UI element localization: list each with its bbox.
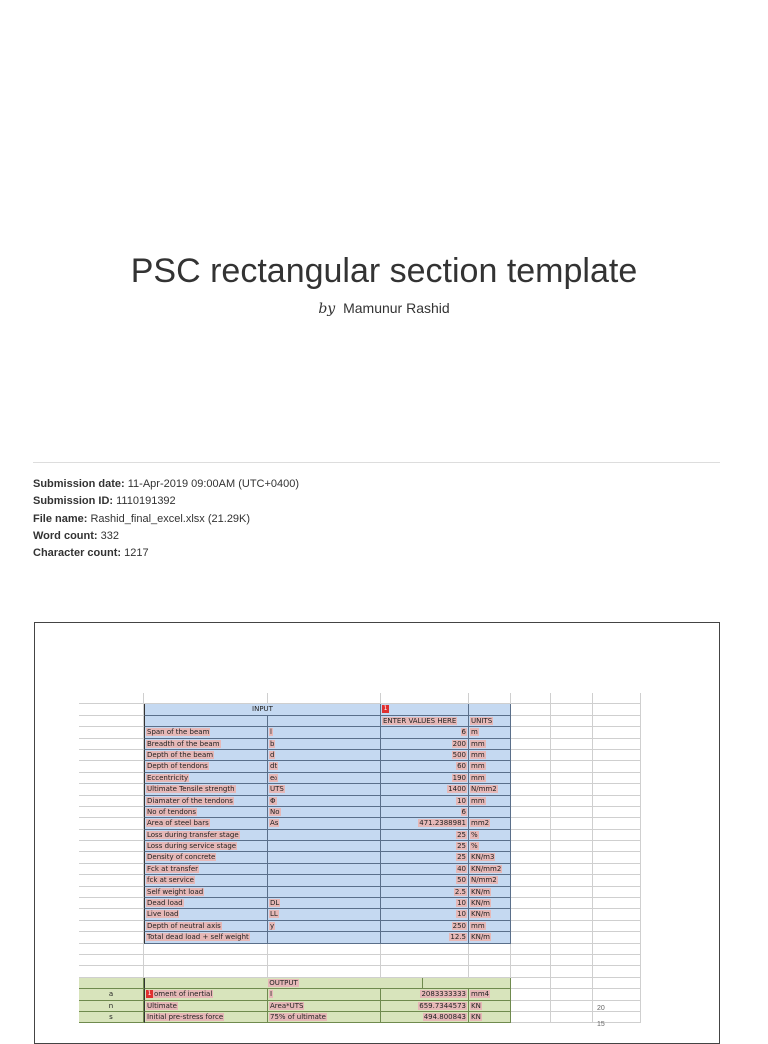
chart-axis-label: 15 bbox=[597, 1021, 605, 1028]
input-name: Diamater of the tendons bbox=[144, 796, 268, 807]
output-header: OUTPUT bbox=[144, 978, 423, 989]
input-unit: mm bbox=[469, 773, 511, 784]
output-row bbox=[79, 1001, 641, 1012]
input-name: Self weight load bbox=[144, 887, 268, 898]
side-letter: n bbox=[79, 1001, 144, 1012]
input-name: Ultimate Tensile strength bbox=[144, 784, 268, 795]
by-label: by bbox=[318, 301, 336, 317]
input-value: 50 bbox=[381, 875, 469, 886]
input-symbol: y bbox=[268, 921, 381, 932]
input-row bbox=[79, 898, 641, 909]
output-unit: KN bbox=[469, 1001, 511, 1012]
input-name: fck at service bbox=[144, 875, 268, 886]
input-symbol bbox=[268, 830, 381, 841]
input-unit: N/mm2 bbox=[469, 875, 511, 886]
output-name: Ultimate bbox=[144, 1001, 268, 1012]
input-value: 25 bbox=[381, 841, 469, 852]
side-letter: a bbox=[79, 989, 144, 1000]
input-unit: mm bbox=[469, 750, 511, 761]
input-row bbox=[79, 784, 641, 795]
submission-meta bbox=[33, 476, 299, 562]
input-value: 25 bbox=[381, 852, 469, 863]
input-row bbox=[79, 773, 641, 784]
input-symbol: LL bbox=[268, 909, 381, 920]
input-row bbox=[79, 909, 641, 920]
input-unit: mm bbox=[469, 796, 511, 807]
input-unit: KN/mm2 bbox=[469, 864, 511, 875]
input-name: Fck at transfer bbox=[144, 864, 268, 875]
input-unit: mm bbox=[469, 761, 511, 772]
output-symbol: Area*UTS bbox=[268, 1001, 381, 1012]
input-symbol: d bbox=[268, 750, 381, 761]
input-row bbox=[79, 887, 641, 898]
input-value: 200 bbox=[381, 739, 469, 750]
output-symbol: 75% of ultimate bbox=[268, 1012, 381, 1023]
input-row bbox=[79, 761, 641, 772]
input-row bbox=[79, 796, 641, 807]
input-symbol: dt bbox=[268, 761, 381, 772]
input-unit: KN/m bbox=[469, 909, 511, 920]
grid-row bbox=[79, 693, 641, 704]
input-name: Live load bbox=[144, 909, 268, 920]
input-row bbox=[79, 727, 641, 738]
output-value: 659.7344573 bbox=[381, 1001, 469, 1012]
input-unit: KN/m bbox=[469, 887, 511, 898]
output-value: 2083333333 bbox=[381, 989, 469, 1000]
meta-word-count: Word count: 332 bbox=[33, 529, 119, 542]
input-rows bbox=[79, 727, 641, 943]
input-row bbox=[79, 807, 641, 818]
input-unit: % bbox=[469, 841, 511, 852]
input-value: 250 bbox=[381, 921, 469, 932]
meta-submission-date: Submission date: 11-Apr-2019 09:00AM (UTC+0400) bbox=[33, 478, 300, 490]
input-symbol: b bbox=[268, 739, 381, 750]
input-unit: KN/m3 bbox=[469, 852, 511, 863]
input-unit: mm2 bbox=[469, 818, 511, 829]
flag-cell bbox=[381, 704, 469, 715]
input-symbol bbox=[268, 864, 381, 875]
input-name: Eccentricity bbox=[144, 773, 268, 784]
input-row bbox=[79, 932, 641, 943]
chart-axis-label: 20 bbox=[597, 1005, 605, 1012]
output-name: Initial pre-stress force bbox=[144, 1012, 268, 1023]
input-symbol: e₀ bbox=[268, 773, 381, 784]
input-symbol: DL bbox=[268, 898, 381, 909]
input-name: Loss during service stage bbox=[144, 841, 268, 852]
input-name: Density of concrete bbox=[144, 852, 268, 863]
input-row bbox=[79, 875, 641, 886]
input-unit: % bbox=[469, 830, 511, 841]
input-row bbox=[79, 921, 641, 932]
meta-submission-id: Submission ID: 1110191392 bbox=[33, 495, 176, 508]
input-value: 60 bbox=[381, 761, 469, 772]
divider bbox=[33, 462, 720, 463]
input-name: Breadth of the beam bbox=[144, 739, 268, 750]
input-value: 471.2388981 bbox=[381, 818, 469, 829]
output-unit: KN bbox=[469, 1012, 511, 1023]
input-name: Area of steel bars bbox=[144, 818, 268, 829]
spreadsheet-grid bbox=[79, 693, 641, 1023]
input-value: 190 bbox=[381, 773, 469, 784]
input-value: 10 bbox=[381, 898, 469, 909]
input-subheader-row bbox=[79, 716, 641, 727]
input-row bbox=[79, 750, 641, 761]
units-header: UNITS bbox=[471, 716, 493, 725]
input-unit: mm bbox=[469, 921, 511, 932]
meta-character-count: Character count: 1217 bbox=[33, 547, 149, 560]
input-unit: KN/m bbox=[469, 898, 511, 909]
enter-values-label: ENTER VALUES HERE bbox=[383, 716, 457, 725]
input-name: Dead load bbox=[144, 898, 268, 909]
input-header-row bbox=[79, 704, 641, 715]
input-name: Depth of tendons bbox=[144, 761, 268, 772]
input-name: Loss during transfer stage bbox=[144, 830, 268, 841]
input-row bbox=[79, 818, 641, 829]
input-symbol: Φ bbox=[268, 796, 381, 807]
input-name: Total dead load + self weight bbox=[144, 932, 268, 943]
output-unit: mm4 bbox=[469, 989, 511, 1000]
output-rows bbox=[79, 989, 641, 1023]
byline bbox=[0, 300, 768, 317]
document-title: PSC rectangular section template bbox=[130, 252, 638, 290]
input-symbol bbox=[268, 841, 381, 852]
output-row bbox=[79, 989, 641, 1000]
input-value: 25 bbox=[381, 830, 469, 841]
author-name: Mamunur Rashid bbox=[343, 300, 450, 316]
output-row bbox=[79, 1012, 641, 1023]
meta-file-name: File name: Rashid_final_excel.xlsx (21.29K) bbox=[33, 512, 251, 525]
input-name: Depth of neutral axis bbox=[144, 921, 268, 932]
input-name: Span of the beam bbox=[144, 727, 268, 738]
input-row bbox=[79, 852, 641, 863]
input-row bbox=[79, 830, 641, 841]
output-header-row bbox=[79, 978, 641, 989]
input-row bbox=[79, 864, 641, 875]
input-symbol bbox=[268, 887, 381, 898]
input-value: 500 bbox=[381, 750, 469, 761]
input-value: 12.5 bbox=[381, 932, 469, 943]
input-symbol: UTS bbox=[268, 784, 381, 795]
input-value: 2.5 bbox=[381, 887, 469, 898]
input-unit: mm bbox=[469, 739, 511, 750]
side-letter bbox=[79, 978, 144, 989]
output-value: 494.800843 bbox=[381, 1012, 469, 1023]
input-symbol: l bbox=[268, 727, 381, 738]
input-symbol: As bbox=[268, 818, 381, 829]
input-row bbox=[79, 739, 641, 750]
input-name: No of tendons bbox=[144, 807, 268, 818]
input-symbol: No bbox=[268, 807, 381, 818]
input-value: 40 bbox=[381, 864, 469, 875]
input-unit: KN/m bbox=[469, 932, 511, 943]
input-row bbox=[79, 841, 641, 852]
input-symbol bbox=[268, 875, 381, 886]
input-value: 6 bbox=[381, 727, 469, 738]
input-symbol bbox=[268, 852, 381, 863]
comment-flag-icon: 1 bbox=[147, 990, 152, 998]
input-value: 10 bbox=[381, 909, 469, 920]
input-value: 10 bbox=[381, 796, 469, 807]
side-letter: s bbox=[79, 1012, 144, 1023]
input-value: 6 bbox=[381, 807, 469, 818]
input-symbol bbox=[268, 932, 381, 943]
input-unit: m bbox=[469, 727, 511, 738]
output-symbol: I bbox=[268, 989, 381, 1000]
input-unit: N/mm2 bbox=[469, 784, 511, 795]
spreadsheet-preview bbox=[34, 622, 720, 1044]
input-value: 1400 bbox=[381, 784, 469, 795]
input-name: Depth of the beam bbox=[144, 750, 268, 761]
comment-flag-icon: 1 bbox=[383, 705, 388, 713]
input-unit bbox=[469, 807, 511, 818]
input-header: INPUT bbox=[144, 704, 381, 715]
output-name: 1 oment of inertial bbox=[144, 989, 268, 1000]
